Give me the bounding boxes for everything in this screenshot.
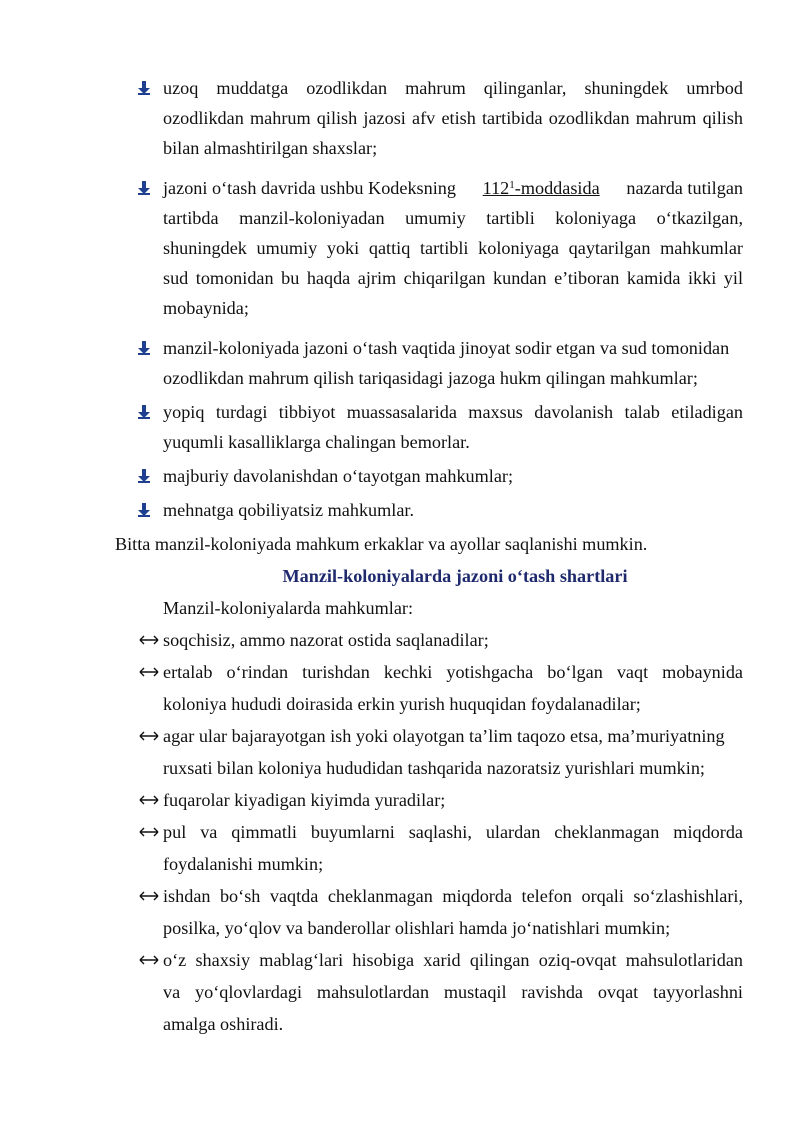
- down-arrow-bullet-icon: [138, 341, 150, 355]
- condition-line: agar ular bajarayotgan ish yoki olayotgan ta’lim taqozo etsa, ma’muriyatning: [163, 726, 725, 746]
- bullet1-line: bilan almashtirilgan shaxslar;: [163, 138, 378, 158]
- down-arrow-bullet-icon: [138, 81, 150, 95]
- link-rest: -moddasida: [514, 178, 600, 198]
- bullet4-line: yuqumli kasalliklarga chalingan bemorlar.: [163, 432, 470, 452]
- link-sup: 1: [509, 179, 515, 191]
- paragraph: Bitta manzil-koloniyada mahkum erkaklar va ayollar saqlanishi mumkin.: [115, 534, 648, 554]
- condition-line: ishdan bo‘sh vaqtda cheklanmagan miqdorda telefon orqali so‘zlashishlari,: [163, 886, 743, 906]
- bullet2-text-pre: jazoni o‘tash davrida ushbu Kodeksning: [163, 178, 456, 198]
- down-arrow-bullet-icon: [138, 181, 150, 195]
- bullet3-line: ozodlikdan mahrum qilish tariqasidagi jazoga hukm qilingan mahkumlar;: [163, 368, 698, 388]
- bullet4-line: yopiq turdagi tibbiyot muassasalarida maxsus davolanish talab etiladigan: [163, 402, 743, 422]
- condition-line: amalga oshiradi.: [163, 1014, 284, 1034]
- left-right-arrow-icon: [139, 826, 159, 838]
- condition-line: pul va qimmatli buyumlarni saqlashi, ulardan cheklanmagan miqdorda: [163, 822, 743, 842]
- condition-line: ruxsati bilan koloniya hududidan tashqarida nazoratsiz yurishlari mumkin;: [163, 758, 705, 778]
- condition-line: va yo‘qlovlardagi mahsulotlardan mustaqil ravishda ovqat tayyorlashni: [163, 982, 743, 1002]
- bullet5-line: majburiy davolanishdan o‘tayotgan mahkumlar;: [163, 466, 514, 486]
- down-arrow-bullet-icon: [138, 469, 150, 483]
- intro-text: Manzil-koloniyalarda mahkumlar:: [163, 598, 413, 618]
- condition-line: ertalab o‘rindan turishdan kechki yotishgacha bo‘lgan vaqt mobaynida: [163, 662, 743, 682]
- bullet6-line: mehnatga qobiliyatsiz mahkumlar.: [163, 500, 415, 520]
- condition-line: foydalanishi mumkin;: [163, 854, 324, 874]
- bullet2-line: mobaynida;: [163, 298, 249, 318]
- bullet1-line: ozodlikdan mahrum qilish jazosi afv etish tartibida ozodlikdan mahrum qilish: [163, 108, 743, 128]
- condition-line: posilka, yo‘qlov va banderollar olishlari hamda jo‘natishlari mumkin;: [163, 918, 671, 938]
- down-arrow-bullet-icon: [138, 503, 150, 517]
- bullet2-line: tartibda manzil-koloniyadan umumiy tartibli koloniyaga o‘tkazilgan,: [163, 208, 743, 228]
- bullet2-line: shuningdek umumiy yoki qattiq tartibli koloniyaga qaytarilgan mahkumlar: [163, 238, 743, 258]
- article-link[interactable]: [483, 177, 600, 199]
- condition-line: o‘z shaxsiy mablag‘lari hisobiga xarid qilingan oziq-ovqat mahsulotlaridan: [163, 950, 743, 970]
- bullet2-text-post: nazarda tutilgan: [626, 178, 743, 198]
- left-right-arrow-icon: [139, 954, 159, 966]
- condition-line: fuqarolar kiyadigan kiyimda yuradilar;: [163, 790, 446, 810]
- link-number: 112: [482, 178, 510, 198]
- down-arrow-bullet-icon: [138, 405, 150, 419]
- condition-line: koloniya hududi doirasida erkin yurish huquqidan foydalanadilar;: [163, 694, 641, 714]
- condition-line: soqchisiz, ammo nazorat ostida saqlanadilar;: [163, 630, 489, 650]
- left-right-arrow-icon: [139, 634, 159, 646]
- bullet2-line: sud tomonidan bu haqda ajrim chiqarilgan kundan e’tiboran kamida ikki yil: [163, 268, 743, 288]
- left-right-arrow-icon: [139, 730, 159, 742]
- section-heading: Manzil-koloniyalarda jazoni o‘tash shartlari: [282, 566, 628, 586]
- left-right-arrow-icon: [139, 666, 159, 678]
- left-right-arrow-icon: [139, 794, 159, 806]
- bullet1-line: uzoq muddatga ozodlikdan mahrum qilinganlar, shuningdek umrbod: [163, 78, 743, 98]
- left-right-arrow-icon: [139, 890, 159, 902]
- bullet2-first-line: [163, 177, 743, 199]
- bullet3-line: manzil-koloniyada jazoni o‘tash vaqtida jinoyat sodir etgan va sud tomonidan: [163, 338, 730, 358]
